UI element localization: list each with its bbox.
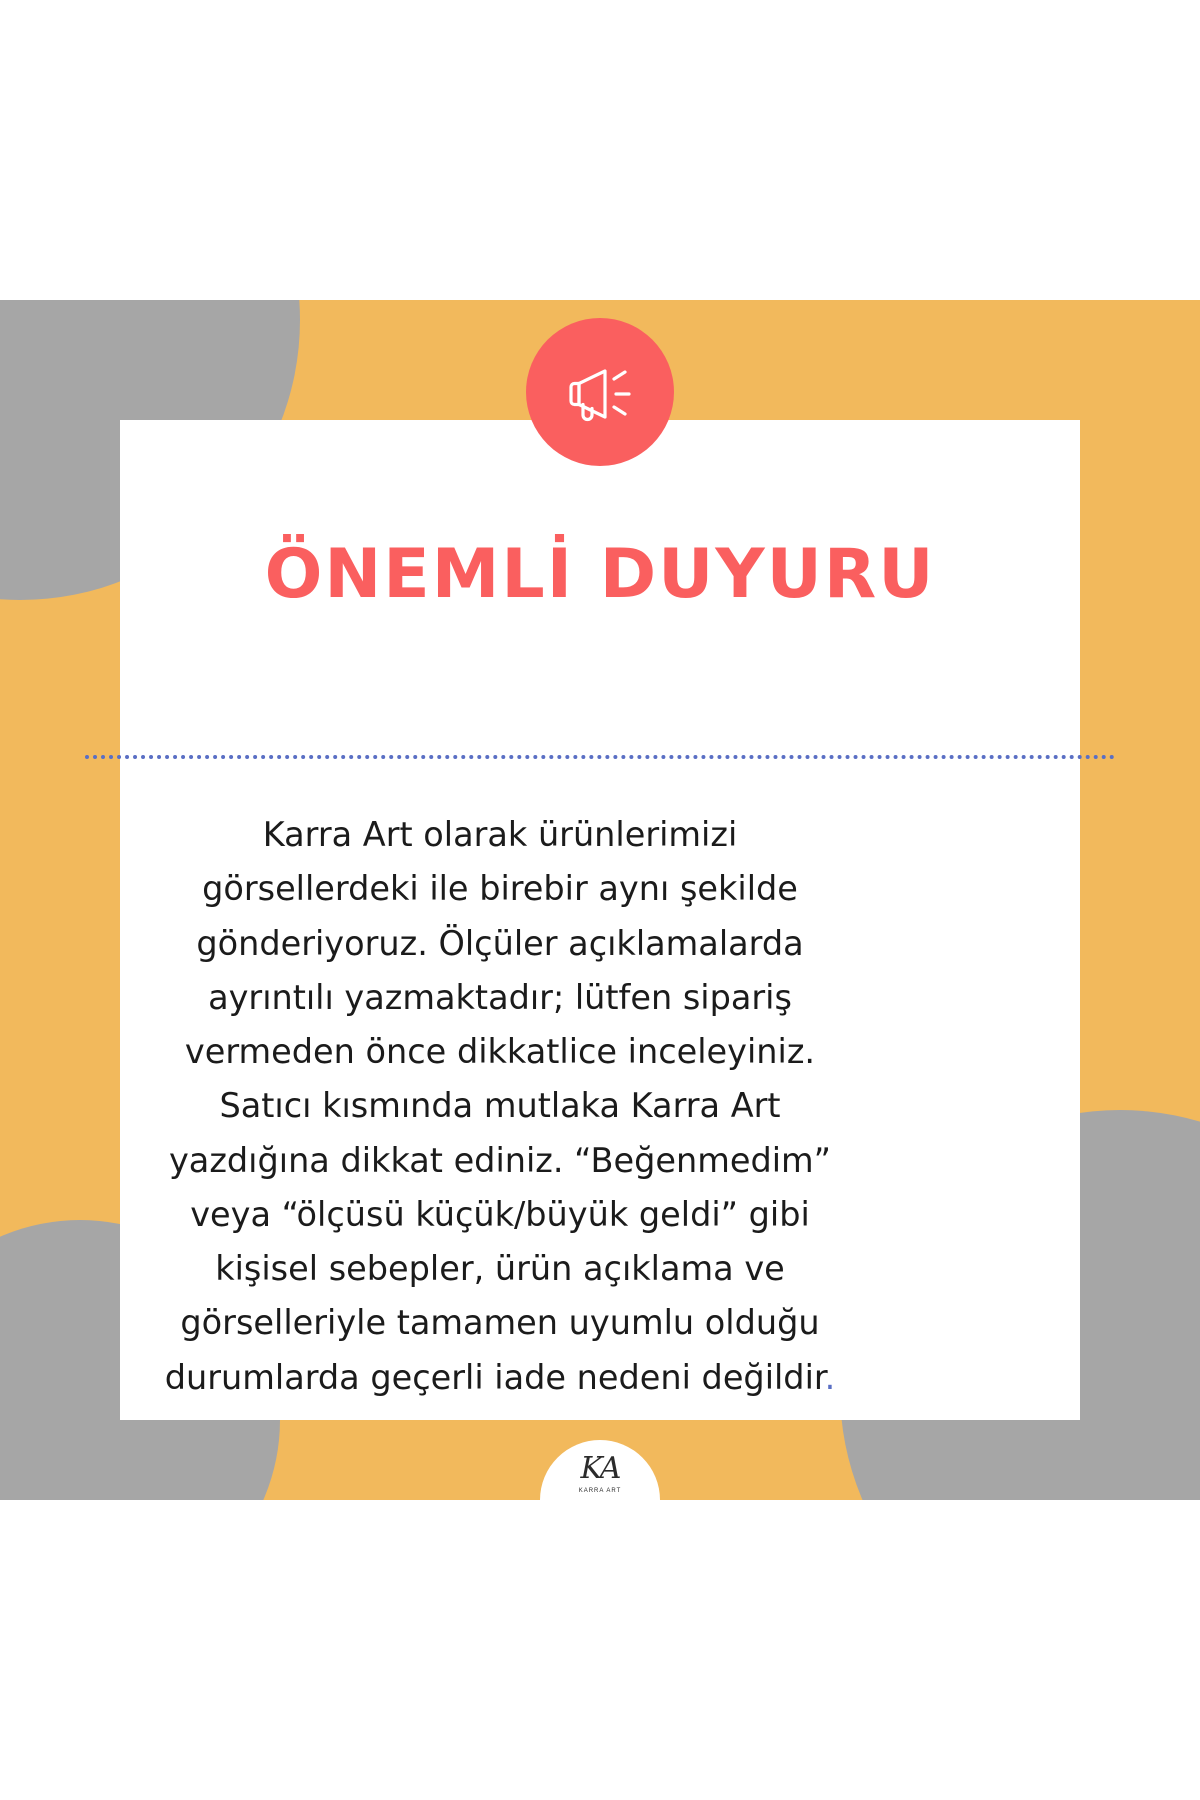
poster-canvas: [0, 300, 1200, 1500]
announcement-body-text: Karra Art olarak ürünlerimizi görsellerdeki ile birebir aynı şekilde gönderiyoruz. Ölçüler açıklamalarda ayrıntılı yazmaktadır; lütfen sipariş vermeden önce dikkatlice inceleyiniz. Satıcı kısmında mutlaka Karra Art yazdığına dikkat ediniz. “Beğenmedim” veya “ölçüsü küçük/büyük geldi” gibi kişisel sebepler, ürün açıklama ve görselleriyle tamamen uyumlu olduğu durumlarda geçerli iade nedeni değildir: [164, 815, 832, 1397]
brand-logo: [540, 1440, 660, 1500]
brand-monogram: KA: [580, 1451, 620, 1486]
announcement-body-period: .: [824, 1357, 836, 1397]
announcement-body: [150, 808, 850, 1405]
dotted-divider: [85, 755, 1115, 759]
megaphone-icon: [557, 349, 643, 435]
brand-subtitle: KARRA ART: [578, 1488, 622, 1494]
megaphone-badge: [526, 318, 674, 466]
page-title: ÖNEMLİ DUYURU: [264, 535, 936, 614]
